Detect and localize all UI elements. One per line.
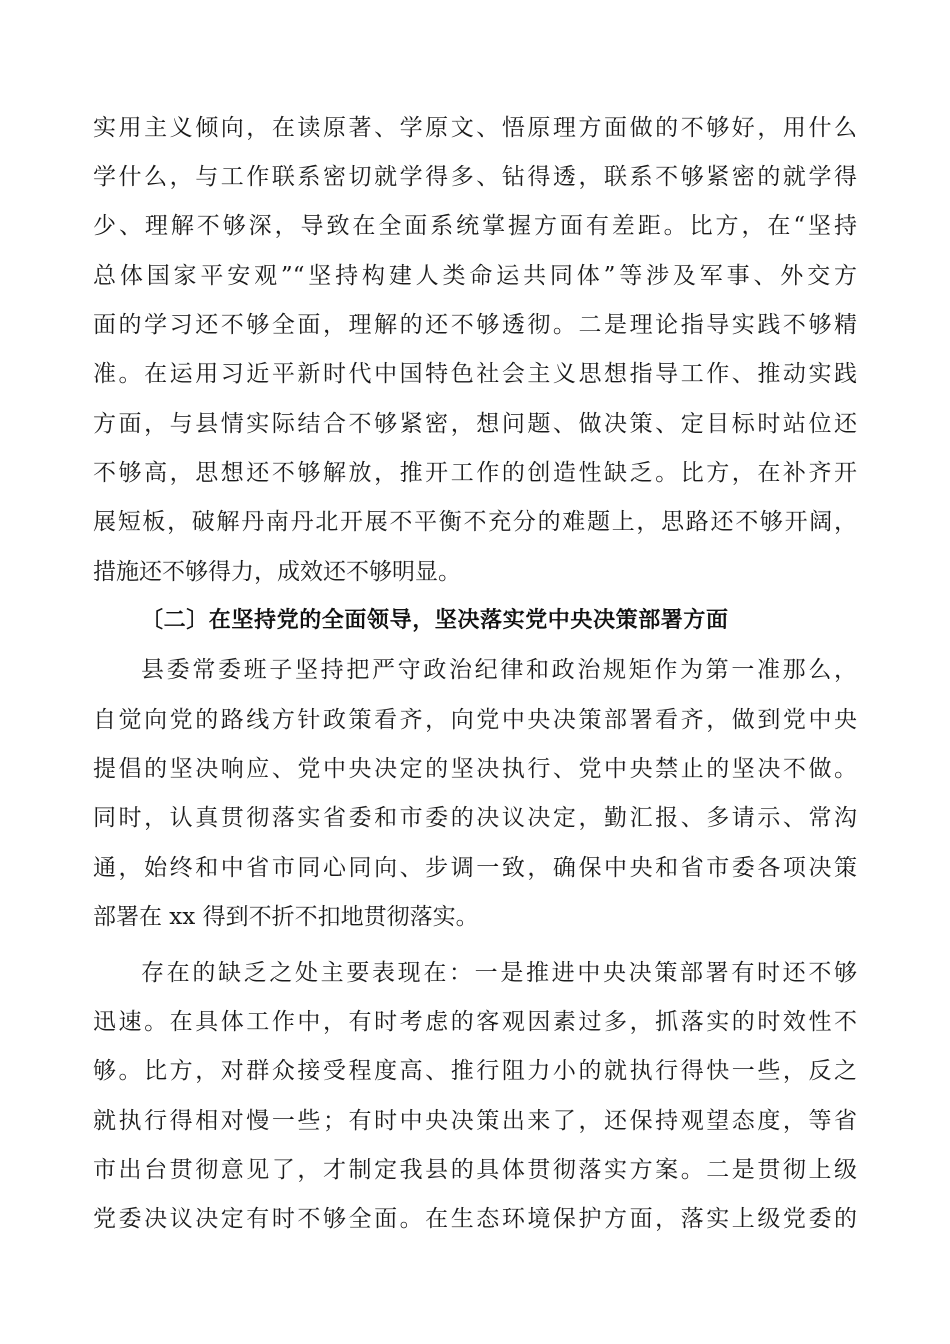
text-line: 提倡的坚决响应、党中央决定的坚决执行、党中央禁止的坚决不做。 — [93, 756, 857, 782]
text-line: 通，始终和中省市同心同向、步调一致，确保中央和省市委各项决策 — [93, 855, 857, 881]
text-line: 不够高，思想还不够解放，推开工作的创造性缺乏。比方，在补齐开 — [93, 460, 857, 486]
text-line: 县委常委班子坚持把严守政治纪律和政治规矩作为第一准那么， — [141, 657, 857, 683]
text-line: 学什么，与工作联系密切就学得多、钻得透，联系不够紧密的就学得 — [93, 164, 857, 190]
text-line: 措施还不够得力，成效还不够明显。 — [93, 559, 461, 585]
text-line: 市出台贯彻意见了，才制定我县的具体贯彻落实方案。二是贯彻上级 — [93, 1157, 857, 1183]
text-line: 准。在运用习近平新时代中国特色社会主义思想指导工作、推动实践 — [93, 361, 857, 387]
text-line: 党委决议决定有时不够全面。在生态环境保护方面，落实上级党委的 — [93, 1206, 857, 1232]
text-line: 够。比方，对群众接受程度高、推行阻力小的就执行得快一些，反之 — [93, 1058, 857, 1084]
text-line: 面的学习还不够全面，理解的还不够透彻。二是理论指导实践不够精 — [93, 312, 857, 338]
text-line: 迅速。在具体工作中，有时考虑的客观因素过多，抓落实的时效性不 — [93, 1009, 857, 1035]
text-line: 就执行得相对慢一些；有时中央决策出来了，还保持观望态度，等省 — [93, 1108, 857, 1134]
text-line: 部署在 xx 得到不折不扣地贯彻落实。 — [93, 904, 479, 930]
text-line: 展短板，破解丹南丹北开展不平衡不充分的难题上，思路还不够开阔， — [93, 509, 857, 535]
text-line: 方面，与县情实际结合不够紧密，想问题、做决策、定目标时站位还 — [93, 411, 857, 437]
text-line: 少、理解不够深，导致在全面系统掌握方面有差距。比方，在“坚持 — [93, 213, 857, 239]
section-heading: 〔二〕在坚持党的全面领导，坚决落实党中央决策部署方面 — [141, 608, 729, 633]
text-line: 存在的缺乏之处主要表现在：一是推进中央决策部署有时还不够 — [141, 960, 857, 986]
text-line: 同时，认真贯彻落实省委和市委的决议决定，勤汇报、多请示、常沟 — [93, 805, 857, 831]
text-line: 实用主义倾向，在读原著、学原文、悟原理方面做的不够好，用什么 — [93, 115, 857, 141]
text-line: 总体国家平安观”“坚持构建人类命运共同体”等涉及军事、外交方 — [93, 263, 857, 289]
text-line: 自觉向党的路线方针政策看齐，向党中央决策部署看齐，做到党中央 — [93, 707, 857, 733]
